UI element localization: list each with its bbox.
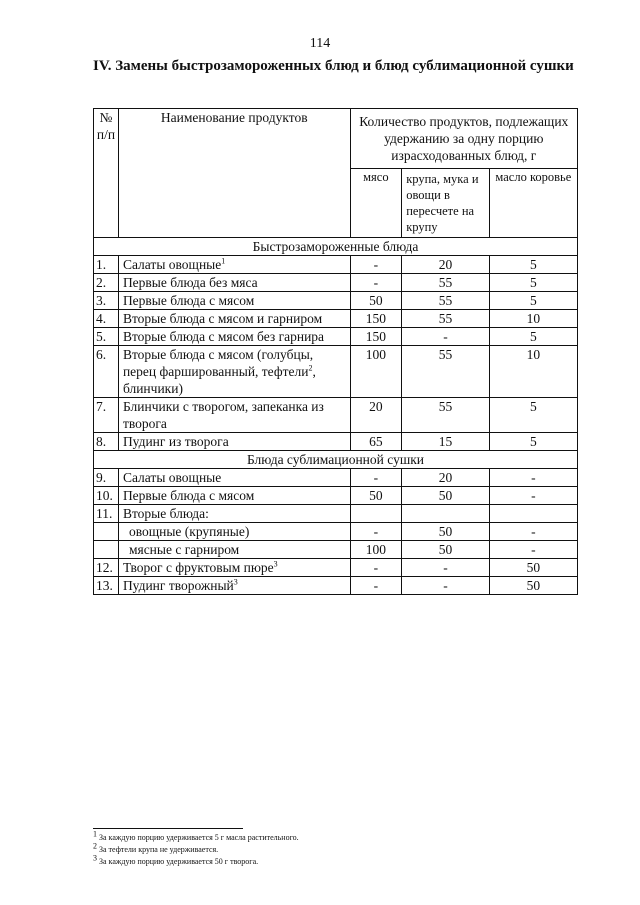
cell-grain: - xyxy=(402,577,489,595)
table-header-row xyxy=(94,109,578,169)
cell-butter: 5 xyxy=(489,398,577,433)
header-num: № п/п xyxy=(94,109,119,238)
row-name xyxy=(118,328,350,346)
footnotes xyxy=(93,829,593,868)
footnote-rule xyxy=(93,828,243,829)
section-title: Блюда сублимационной сушки xyxy=(94,451,578,469)
cell-butter: 50 xyxy=(489,577,577,595)
cell-butter: 5 xyxy=(489,274,577,292)
cell-butter: 50 xyxy=(489,559,577,577)
row-name-text: Пудинг из творога xyxy=(122,434,229,449)
cell-butter: 5 xyxy=(489,292,577,310)
row-name xyxy=(118,505,350,523)
cell-grain: 20 xyxy=(402,256,489,274)
row-name xyxy=(118,577,350,595)
cell-grain: 55 xyxy=(402,274,489,292)
cell-meat: 65 xyxy=(350,433,402,451)
cell-grain: 55 xyxy=(402,292,489,310)
row-name-text: Пудинг творожный xyxy=(122,578,234,593)
table-row xyxy=(94,505,578,523)
cell-meat: 150 xyxy=(350,328,402,346)
table-row xyxy=(94,346,578,398)
row-number: 5. xyxy=(94,328,119,346)
row-name-text: Вторые блюда с мясом без гарнира xyxy=(122,329,325,344)
table-row xyxy=(94,274,578,292)
cell-butter: - xyxy=(489,541,577,559)
footnote-mark: 1 xyxy=(221,256,226,266)
cell-butter xyxy=(489,505,577,523)
section-title: Быстрозамороженные блюда xyxy=(94,238,578,256)
footnote-mark: 3 xyxy=(233,577,238,587)
cell-grain: 50 xyxy=(402,523,489,541)
row-name xyxy=(118,398,350,433)
row-number xyxy=(94,541,119,559)
cell-meat: 100 xyxy=(350,541,402,559)
cell-meat: 20 xyxy=(350,398,402,433)
row-name xyxy=(118,487,350,505)
row-number: 8. xyxy=(94,433,119,451)
cell-butter: 5 xyxy=(489,328,577,346)
footnote-number: 1 xyxy=(93,829,97,839)
footnote-number: 2 xyxy=(93,841,97,851)
row-name xyxy=(118,541,350,559)
row-name-text: Вторые блюда: xyxy=(122,506,209,521)
cell-meat: 100 xyxy=(350,346,402,398)
footnote-text: За каждую порцию удерживается 50 г творога. xyxy=(99,857,259,866)
cell-meat: - xyxy=(350,523,402,541)
row-name-text: Салаты овощные xyxy=(122,257,222,272)
row-number: 13. xyxy=(94,577,119,595)
row-name xyxy=(118,559,350,577)
footnote xyxy=(93,829,593,844)
table-row xyxy=(94,559,578,577)
row-number: 2. xyxy=(94,274,119,292)
row-number: 3. xyxy=(94,292,119,310)
cell-butter: - xyxy=(489,487,577,505)
row-name xyxy=(118,256,350,274)
cell-butter: 5 xyxy=(489,256,577,274)
cell-butter: 10 xyxy=(489,310,577,328)
table-row xyxy=(94,487,578,505)
cell-meat: - xyxy=(350,469,402,487)
row-number xyxy=(94,523,119,541)
row-number: 11. xyxy=(94,505,119,523)
row-name-text: мясные с гарниром xyxy=(128,542,240,557)
row-name-tail: , блинчики) xyxy=(122,364,316,396)
footnote-text: За каждую порцию удерживается 5 г масла растительного. xyxy=(99,833,299,842)
header-name: Наименование продуктов xyxy=(118,109,350,238)
row-name-text: Вторые блюда с мясом и гарниром xyxy=(122,311,323,326)
cell-meat: - xyxy=(350,274,402,292)
row-number: 7. xyxy=(94,398,119,433)
footnote xyxy=(93,853,593,868)
cell-meat xyxy=(350,505,402,523)
cell-grain: 55 xyxy=(402,398,489,433)
cell-meat: - xyxy=(350,577,402,595)
row-number: 10. xyxy=(94,487,119,505)
row-number: 1. xyxy=(94,256,119,274)
table-row xyxy=(94,469,578,487)
table-row xyxy=(94,310,578,328)
section-row xyxy=(94,238,578,256)
section-row xyxy=(94,451,578,469)
cell-grain: - xyxy=(402,559,489,577)
cell-meat: 50 xyxy=(350,487,402,505)
row-name xyxy=(118,346,350,398)
table-row xyxy=(94,523,578,541)
header-grain: крупа, мука и овощи в пересчете на крупу xyxy=(402,169,489,238)
header-quantity: Количество продуктов, подлежащих удержанию за одну порцию израсходованных блюд, г xyxy=(350,109,577,169)
cell-butter: 5 xyxy=(489,433,577,451)
row-name xyxy=(118,433,350,451)
row-name xyxy=(118,292,350,310)
cell-grain xyxy=(402,505,489,523)
cell-grain: 50 xyxy=(402,541,489,559)
row-number: 9. xyxy=(94,469,119,487)
cell-grain: 55 xyxy=(402,310,489,328)
row-number: 4. xyxy=(94,310,119,328)
row-name xyxy=(118,310,350,328)
cell-meat: - xyxy=(350,256,402,274)
cell-butter: 10 xyxy=(489,346,577,398)
table-row xyxy=(94,433,578,451)
table-row xyxy=(94,292,578,310)
footnote-number: 3 xyxy=(93,853,97,863)
row-name-text: Вторые блюда с мясом (голубцы, перец фаршированный, тефтели xyxy=(122,347,314,379)
footnote-text: За тефтели крупа не удерживается. xyxy=(99,845,219,854)
cell-grain: 20 xyxy=(402,469,489,487)
document-title: IV. Замены быстрозамороженных блюд и блюд сублимационной сушки xyxy=(93,58,574,74)
row-name-text: Салаты овощные xyxy=(122,470,222,485)
page-number: 114 xyxy=(309,36,331,51)
cell-butter: - xyxy=(489,523,577,541)
row-name-text: Первые блюда с мясом xyxy=(122,293,255,308)
cell-grain: 15 xyxy=(402,433,489,451)
footnote-mark: 3 xyxy=(273,559,278,569)
row-name-text: Первые блюда с мясом xyxy=(122,488,255,503)
row-name xyxy=(118,274,350,292)
row-name xyxy=(118,469,350,487)
table-row xyxy=(94,577,578,595)
row-number: 6. xyxy=(94,346,119,398)
table-row xyxy=(94,328,578,346)
replacement-table xyxy=(93,108,578,595)
row-name-text: Первые блюда без мяса xyxy=(122,275,258,290)
cell-grain: 50 xyxy=(402,487,489,505)
row-number: 12. xyxy=(94,559,119,577)
row-name-text: овощные (крупяные) xyxy=(128,524,250,539)
header-meat: мясо xyxy=(350,169,402,238)
cell-grain: - xyxy=(402,328,489,346)
table-row xyxy=(94,256,578,274)
cell-grain: 55 xyxy=(402,346,489,398)
table-row xyxy=(94,541,578,559)
header-butter: масло коровье xyxy=(489,169,577,238)
row-name xyxy=(118,523,350,541)
cell-meat: 50 xyxy=(350,292,402,310)
cell-meat: 150 xyxy=(350,310,402,328)
table-row xyxy=(94,398,578,433)
cell-butter: - xyxy=(489,469,577,487)
row-name-text: Творог с фруктовым пюре xyxy=(122,560,274,575)
footnote xyxy=(93,841,593,856)
row-name-text: Блинчики с творогом, запеканка из творога xyxy=(122,399,324,431)
cell-meat: - xyxy=(350,559,402,577)
footnote-mark: 2 xyxy=(308,363,313,373)
